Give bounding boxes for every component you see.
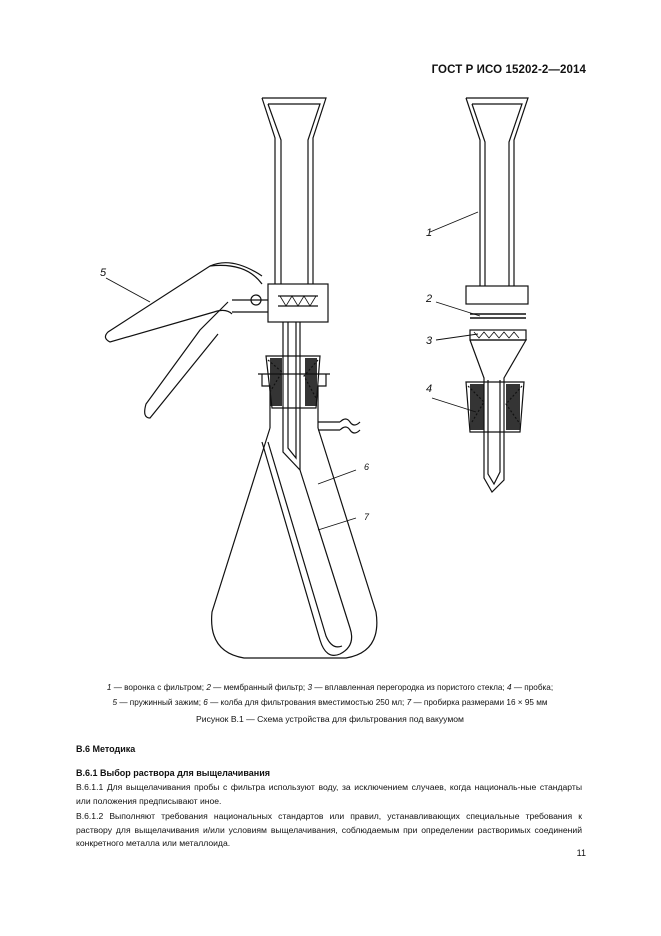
paragraph-b612: В.6.1.2 Выполняют требования национальных стандартов или правил, устанавливающих специальные требования к раствору для выщелачивания и/или условиям выщелачивания, соблюдаемым при определении растворимых соединений конкретного металла или металлоида.	[76, 811, 582, 849]
legend-num: 7	[406, 698, 412, 707]
legend-text: — мембранный фильтр;	[210, 683, 308, 692]
callout-3: 3	[426, 335, 433, 347]
callout-1: 1	[426, 227, 433, 239]
callout-7: 7	[364, 512, 370, 522]
legend-text: — пробирка размерами 16 × 95 мм	[411, 698, 548, 707]
callout-leaders	[106, 212, 480, 530]
legend-text: — пробка;	[511, 683, 554, 692]
legend-num: 2	[206, 683, 211, 692]
legend-text: — вплавленная перегородка из пористого стекла;	[312, 683, 507, 692]
callout-4: 4	[426, 383, 433, 395]
figure-caption: Рисунок В.1 — Схема устройства для фильтрования под вакуумом	[196, 714, 464, 724]
section-heading: В.6 Методика	[76, 744, 136, 754]
legend-num: 1	[106, 683, 112, 692]
callout-2: 2	[426, 293, 433, 305]
page-number: 11	[576, 848, 586, 858]
legend-num: 5	[112, 698, 118, 707]
legend-text: — колба для фильтрования вместимостью 250 мл;	[207, 698, 407, 707]
legend-text: — пружинный зажим;	[117, 698, 204, 707]
exploded-parts	[466, 98, 528, 492]
document-header: ГОСТ Р ИСО 15202-2—2014	[431, 64, 586, 76]
legend-num: 6	[203, 698, 208, 707]
legend-text: — воронка с фильтром;	[111, 683, 207, 692]
legend-num: 4	[506, 683, 512, 692]
paragraph-b611: В.6.1.1 Для выщелачивания пробы с фильтра используют воду, за исключением случаев, когда националь-ные стандарты или положения предписывают иное.	[76, 782, 582, 806]
legend-line-1	[60, 680, 600, 695]
callout-6: 6	[364, 462, 370, 472]
subsection-heading: В.6.1 Выбор раствора для выщелачивания	[76, 768, 270, 778]
figure-legend	[60, 680, 600, 710]
legend-num: 3	[307, 683, 313, 692]
assembled-apparatus	[105, 98, 376, 658]
callout-5: 5	[100, 267, 107, 279]
legend-line-2	[60, 695, 600, 710]
